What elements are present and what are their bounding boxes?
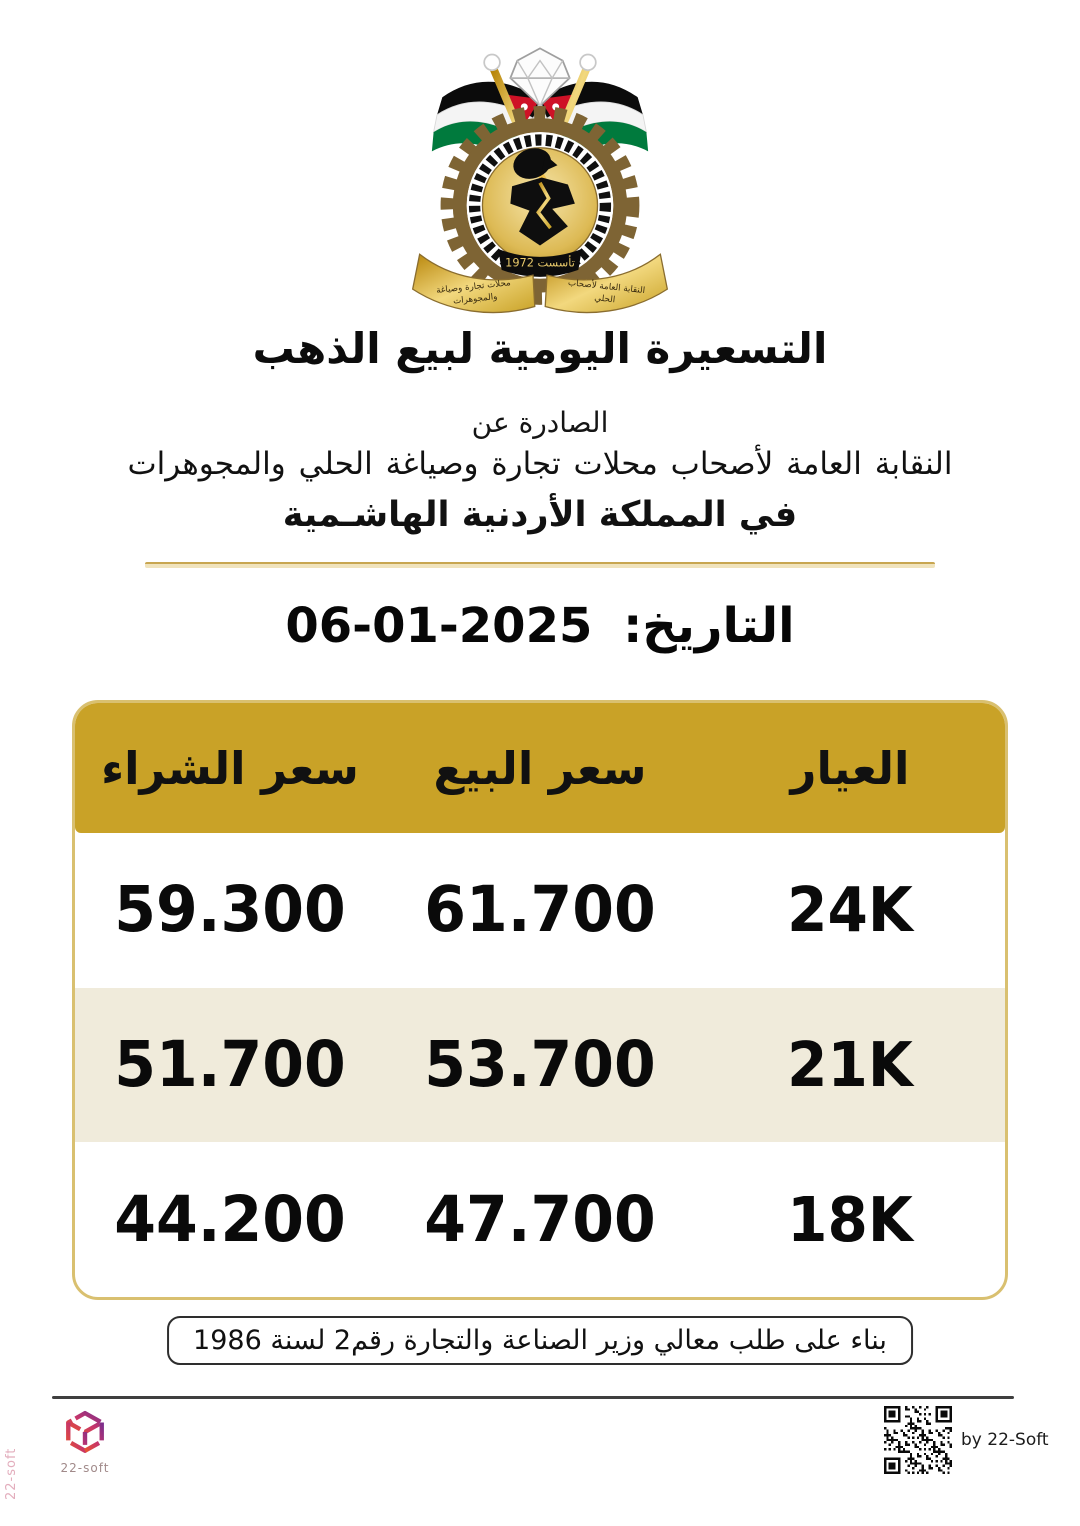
brand-logo-block <box>50 1410 120 1475</box>
footer-divider-line <box>52 1396 1014 1399</box>
watermark-text: 22-soft <box>4 1447 19 1500</box>
issued-by-line: الصادرة عن <box>471 406 609 439</box>
syndicate-name-line: النقابة العامة لأصحاب محلات تجارة وصياغة الحلي والمجوهرات <box>127 446 953 482</box>
banner-left-text-1: محلات تجارة وصياغة <box>435 278 512 297</box>
gold-separator-line <box>145 562 935 568</box>
syndicate-emblem-icon <box>409 24 671 324</box>
syndicate-emblem-logo <box>409 24 671 328</box>
date-label: التاريخ: <box>623 598 795 654</box>
karat-value: 24K <box>787 874 913 947</box>
banner-left-text-2: والمجوهرات <box>452 292 498 307</box>
legal-note-box: بناء على طلب معالي وزير الصناعة والتجارة رقم2 لسنة 1986 <box>167 1316 913 1365</box>
date-line <box>0 598 1080 654</box>
credit-text: by 22-Soft <box>961 1430 1049 1450</box>
sell-price-value: 47.700 <box>424 1182 656 1257</box>
banner-right-text-1: النقابة العامة لأصحاب <box>567 278 646 297</box>
buy-price-value: 44.200 <box>114 1182 346 1257</box>
column-header-sell-price: سعر البيع <box>433 741 647 795</box>
table-row-21k <box>75 988 1005 1143</box>
buy-price-value: 51.700 <box>114 1027 346 1103</box>
sell-price-value: 61.700 <box>424 873 656 948</box>
column-header-buy-price: سعر الشراء <box>101 741 359 795</box>
column-header-karat: العيار <box>790 741 910 795</box>
sell-price-value: 53.700 <box>424 1027 656 1103</box>
table-header-row <box>75 703 1005 833</box>
credit-block <box>884 1406 1049 1474</box>
page-title: التسعيرة اليومية لبيع الذهب <box>252 324 828 373</box>
brand-label: 22-soft <box>60 1461 110 1475</box>
country-line: في المملكة الأردنية الهاشـمية <box>282 495 798 535</box>
buy-price-value: 59.300 <box>114 873 346 948</box>
date-value: 06-01-2025 <box>285 598 593 654</box>
karat-value: 18K <box>787 1183 913 1256</box>
qr-code-icon <box>884 1406 952 1474</box>
22soft-cube-icon <box>62 1410 108 1456</box>
karat-value: 21K <box>787 1028 913 1102</box>
table-row-18k <box>75 1142 1005 1297</box>
founded-year-label: تأسست 1972 <box>505 255 575 270</box>
gold-price-table <box>72 700 1008 1300</box>
banner-right-text-2: الحلي <box>593 293 616 306</box>
table-row-24k <box>75 833 1005 988</box>
